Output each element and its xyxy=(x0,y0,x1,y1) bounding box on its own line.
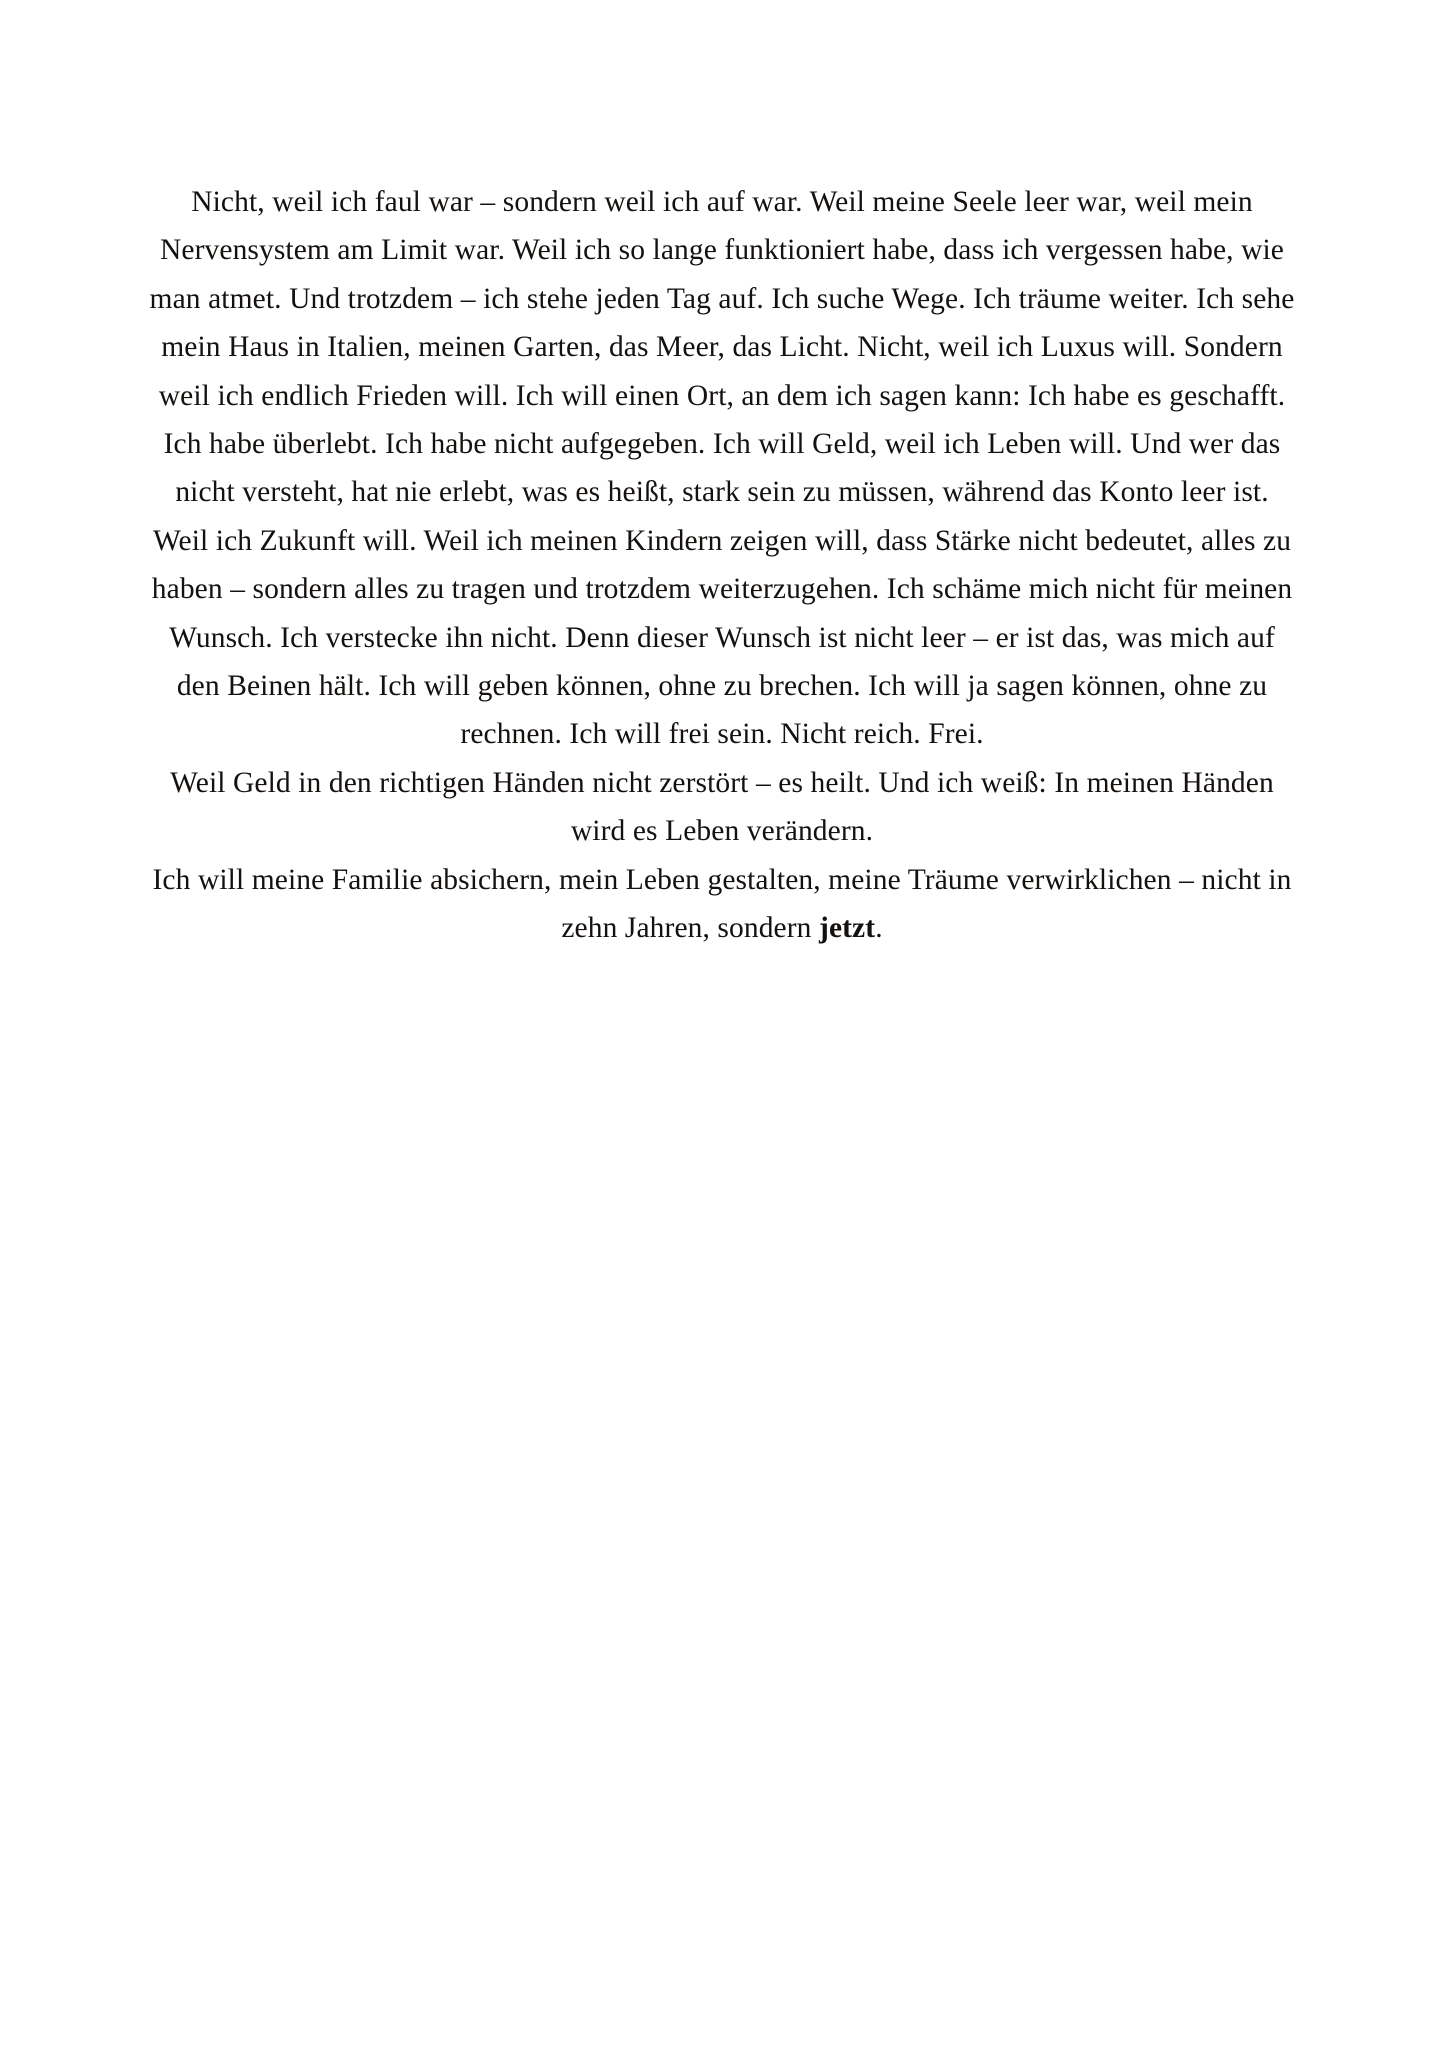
document-text-body xyxy=(148,178,1296,953)
paragraph-4-tail-text: . xyxy=(875,912,883,945)
paragraph-2: Weil ich Zukunft will. Weil ich meinen Kindern zeigen will, dass Stärke nicht bedeutet, alles zu haben – sondern alles zu tragen und trotzdem weiterzugehen. Ich schäme mich nicht für meinen Wunsch. Ich verstecke ihn nicht. Denn dieser Wunsch ist nicht leer – er ist das, was mich auf den Beinen hält. Ich will geben können, ohne zu brechen. Ich will ja sagen können, ohne zu rechnen. Ich will frei sein. Nicht reich. Frei. xyxy=(151,524,1293,751)
paragraph-4-emphasis-text: jetzt xyxy=(819,912,876,945)
paragraph-1: Nicht, weil ich faul war – sondern weil ich auf war. Weil meine Seele leer war, weil mein Nervensystem am Limit war. Weil ich so lange funktioniert habe, dass ich vergessen habe, wie man atmet. Und trotzdem – ich stehe jeden Tag auf. Ich suche Wege. Ich träume weiter. Ich sehe mein Haus in Italien, meinen Garten, das Meer, das Licht. Nicht, weil ich Luxus will. Sondern weil ich endlich Frieden will. Ich will einen Ort, an dem ich sagen kann: Ich habe es geschafft. Ich habe überlebt. Ich habe nicht aufgegeben. Ich will Geld, weil ich Leben will. Und wer das nicht versteht, hat nie erlebt, was es heißt, stark sein zu müssen, während das Konto leer ist. xyxy=(149,186,1295,509)
paragraph-4 xyxy=(148,856,1296,953)
paragraph-3: Weil Geld in den richtigen Händen nicht zerstört – es heilt. Und ich weiß: In meinen Händen wird es Leben verändern. xyxy=(170,766,1274,848)
paragraph-4-lead-text: Ich will meine Familie absichern, mein Leben gestalten, meine Träume verwirklichen – nicht in zehn Jahren, sondern xyxy=(152,863,1292,945)
